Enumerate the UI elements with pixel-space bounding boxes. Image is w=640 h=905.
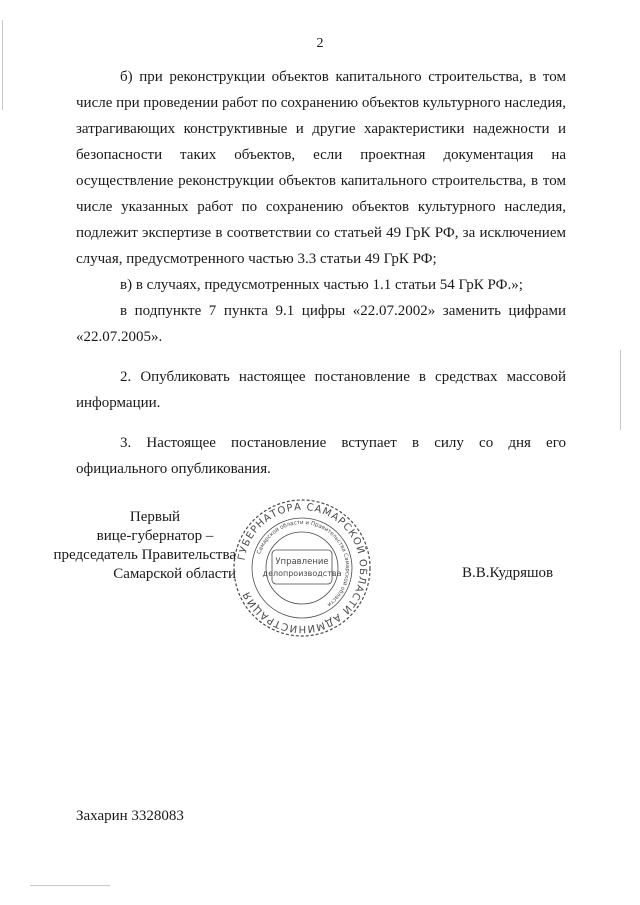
signatory-position — [40, 508, 236, 584]
page-number: 2 — [316, 36, 324, 51]
position-line: вице-губернатор – — [96, 528, 214, 544]
seal-inner-ring-text: Самарской области и Правительства Самарской области — [256, 519, 351, 608]
paragraph-item-3: 3. Настоящее постановление вступает в силу со дня его официального опубликования. — [76, 435, 566, 477]
position-line: Первый — [129, 509, 181, 525]
scan-edge-mark — [30, 885, 110, 886]
seal-center-line2: делопроизводства — [262, 569, 342, 578]
position-line: председатель Правительства — [53, 547, 236, 563]
document-body — [76, 64, 566, 482]
paragraph-date-replacement: в подпункте 7 пункта 9.1 цифры «22.07.2002» заменить цифрами «22.07.2005». — [76, 303, 566, 345]
seal-ring-text: ГУБЕРНАТОРА САМАРСКОЙ ОБЛАСТИ АДМИНИСТРАЦИЯ — [236, 501, 369, 635]
signatory-name: В.В.Кудряшов — [462, 565, 554, 581]
scan-edge-mark — [2, 20, 3, 110]
paragraph-subitem-b: б) при реконструкции объектов капитального строительства, в том числе при проведении работ по сохранению объектов культурного наследия, затрагивающих конструктивные и другие характеристики надежности и безопасности таких объектов, если проектная документация на осуществление реконструкции объектов капитального строительства, в том числе указанных работ по сохранению объектов культурного наследия, подлежит экспертизе в соответствии со статьей 49 ГрК РФ, за исключением случая, предусмотренного частью 3.3 статьи 49 ГрК РФ; — [76, 69, 566, 267]
paragraph-subitem-v: в) в случаях, предусмотренных частью 1.1 статьи 54 ГрК РФ.»; — [120, 277, 523, 293]
paragraph-item-2: 2. Опубликовать настоящее постановление в средствах массовой информации. — [76, 369, 566, 411]
executor-contact: Захарин 3328083 — [76, 808, 184, 824]
seal-center-line1: Управление — [275, 557, 329, 567]
position-line: Самарской области — [113, 566, 236, 582]
official-seal — [232, 498, 372, 638]
scan-edge-mark — [620, 350, 621, 430]
